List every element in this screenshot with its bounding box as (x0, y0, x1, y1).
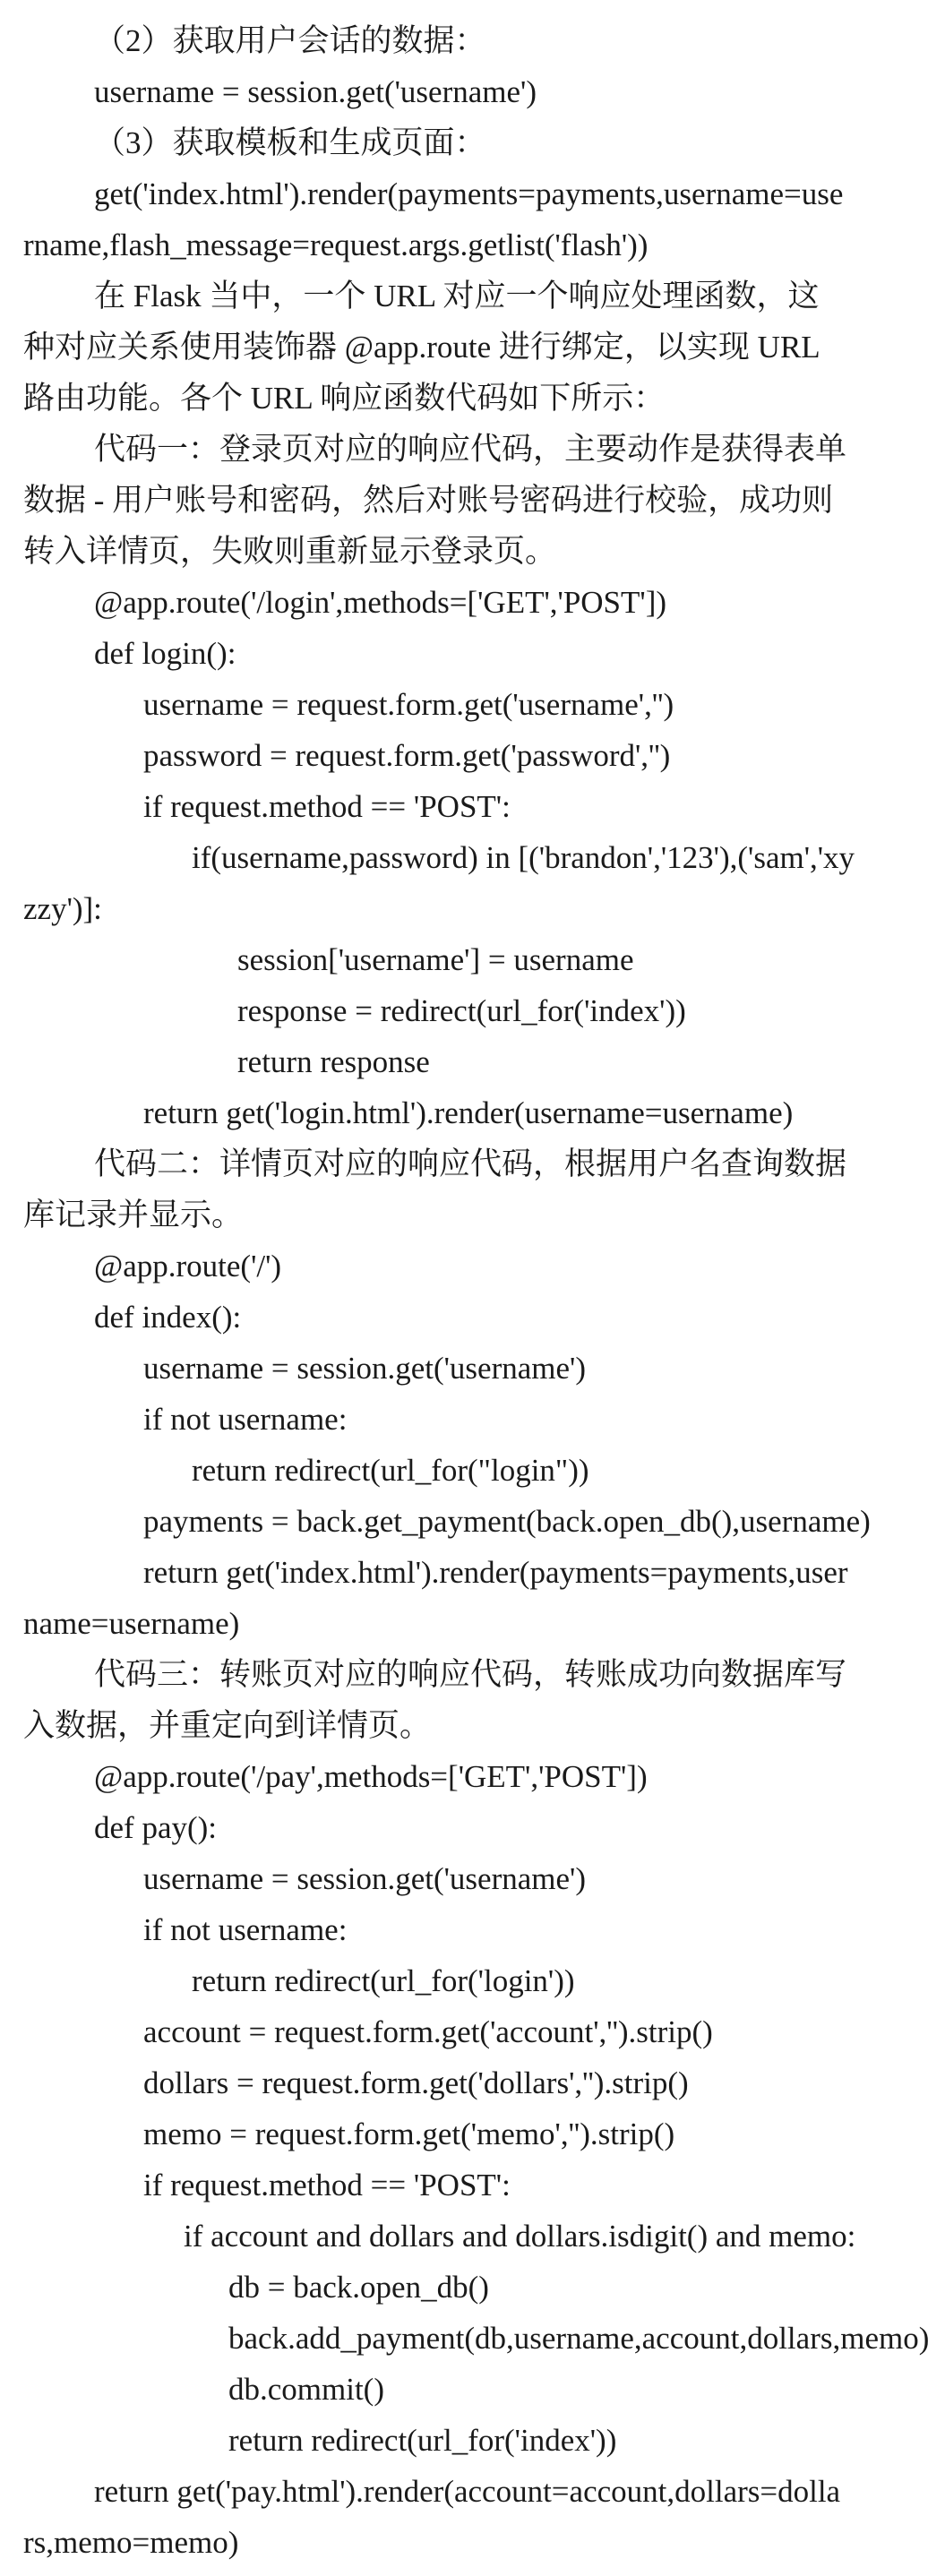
text-line: get('index.html').render(payments=payments,username=use (94, 176, 844, 211)
text-line: 数据 - 用户账号和密码，然后对账号密码进行校验，成功则 (23, 483, 834, 518)
text-line: 库记录并显示。 (23, 1198, 244, 1232)
text-line: if(username,password) in [('brandon','123'),('sam','xy (192, 840, 855, 875)
text-line: if not username: (143, 1402, 348, 1437)
text-line: 种对应关系使用装饰器 @app.route 进行绑定，以实现 URL (23, 330, 820, 365)
text-line: return response (237, 1044, 430, 1079)
text-line: username = request.form.get('username','') (143, 687, 674, 722)
text-line: db.commit() (228, 2372, 384, 2407)
text-line: return redirect(url_for('index')) (228, 2423, 617, 2458)
text-line: rname,flash_message=request.args.getlist('flash')) (23, 228, 649, 262)
text-line: session['username'] = username (237, 942, 634, 977)
text-line: if account and dollars and dollars.isdigit() and memo: (184, 2219, 856, 2254)
text-line: if request.method == 'POST': (143, 2168, 511, 2202)
text-line: payments = back.get_payment(back.open_db(),username) (143, 1504, 871, 1539)
text-line: @app.route('/login',methods=['GET','POST']) (94, 585, 667, 620)
text-line: return get('pay.html').render(account=account,dollars=dolla (94, 2474, 841, 2509)
text-line: username = session.get('username') (143, 1861, 586, 1896)
text-line: @app.route('/') (94, 1249, 282, 1284)
text-line: （2）获取用户会话的数据： (94, 23, 486, 58)
text-line: @app.route('/pay',methods=['GET','POST']) (94, 1759, 648, 1794)
text-line: dollars = request.form.get('dollars','').strip() (143, 2065, 689, 2100)
text-line: 代码三：转账页对应的响应代码，转账成功向数据库写 (94, 1657, 847, 1692)
text-line: return get('index.html').render(payments=payments,user (143, 1555, 848, 1590)
text-line: password = request.form.get('password','') (143, 738, 671, 773)
text-line: （3）获取模板和生成页面： (94, 125, 486, 160)
text-line: return redirect(url_for('login')) (192, 1963, 575, 1998)
text-line: rs,memo=memo) (23, 2525, 239, 2560)
text-line: account = request.form.get('account','').strip() (143, 2014, 713, 2049)
text-line: username = session.get('username') (94, 74, 537, 109)
text-line: def index(): (94, 1300, 242, 1335)
text-line: memo = request.form.get('memo','').strip() (143, 2117, 675, 2151)
text-line: zzy')]: (23, 891, 102, 926)
text-line: username = session.get('username') (143, 1351, 586, 1386)
text-line: if request.method == 'POST': (143, 789, 511, 824)
text-line: def pay(): (94, 1810, 218, 1845)
text-line: back.add_payment(db,username,account,dollars,memo) (228, 2321, 930, 2356)
text-line: name=username) (23, 1606, 240, 1641)
text-line: response = redirect(url_for('index')) (237, 993, 686, 1028)
text-line: 转入详情页，失败则重新显示登录页。 (23, 534, 557, 569)
text-line: def login(): (94, 636, 236, 671)
text-line: if not username: (143, 1912, 348, 1947)
text-line: 路由功能。各个 URL 响应函数代码如下所示： (23, 381, 666, 416)
text-line: return get('login.html').render(username=username) (143, 1095, 794, 1130)
text-line: 入数据，并重定向到详情页。 (23, 1708, 432, 1743)
text-line: 在 Flask 当中，一个 URL 对应一个响应处理函数，这 (94, 279, 820, 313)
text-line: 代码一：登录页对应的响应代码，主要动作是获得表单 (94, 432, 847, 467)
text-line: db = back.open_db() (228, 2270, 489, 2305)
text-line: return redirect(url_for("login")) (192, 1453, 589, 1488)
text-line: 代码二：详情页对应的响应代码，根据用户名查询数据 (94, 1146, 847, 1181)
